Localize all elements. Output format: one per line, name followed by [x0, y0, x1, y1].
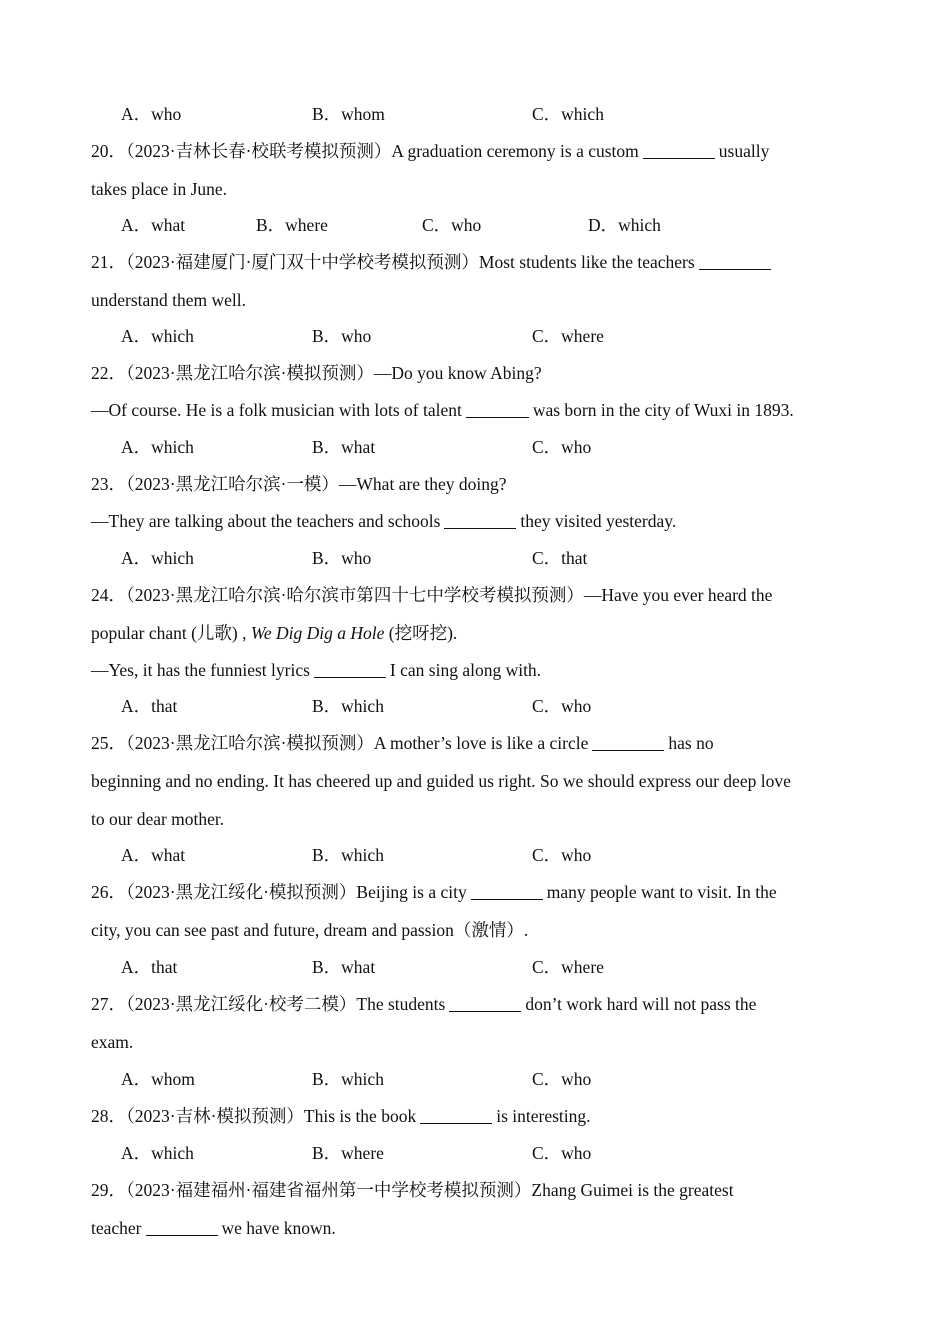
- q27-option-c: C．who: [532, 1069, 592, 1089]
- q28-text: 28．（2023·吉林·模拟预测）This is the book: [91, 1106, 417, 1126]
- q19-option-a: A．who: [121, 104, 182, 124]
- q23-blank: [444, 512, 516, 529]
- q21-option-c: C．where: [532, 326, 604, 346]
- q29-stem: 29．（2023·福建福州·福建省福州第一中学校考模拟预测）Zhang Guimei is the greatest: [91, 1180, 734, 1200]
- q20-stem-line2: takes place in June.: [91, 179, 228, 199]
- q22-blank: [466, 401, 529, 418]
- q24-line3-before: —Yes, it has the funniest lyrics: [91, 660, 310, 680]
- q22-option-b: B．what: [312, 437, 376, 457]
- q28-option-b: B．where: [312, 1143, 384, 1163]
- q23-option-a: A．which: [121, 548, 194, 568]
- q20-option-c: C．who: [422, 215, 482, 235]
- q22-line2-after: was born in the city of Wuxi in 1893.: [532, 400, 794, 420]
- q22-options: [0, 435, 950, 459]
- q20-blank: [643, 142, 715, 159]
- q21-stem-line2: understand them well.: [91, 290, 247, 310]
- q29-line2-after: we have known.: [221, 1218, 336, 1238]
- q25-stem-line2: beginning and no ending. It has cheered up and guided us right. So we should express our deep love: [91, 771, 791, 791]
- q22-line2-before: —Of course. He is a folk musician with lots of talent: [91, 400, 462, 420]
- q27-stem-line2: exam.: [91, 1032, 134, 1052]
- q23-line2-after: they visited yesterday.: [520, 511, 677, 531]
- q22-option-a: A．which: [121, 437, 194, 457]
- q20-option-a: A．what: [121, 215, 186, 235]
- q23-line2-before: —They are talking about the teachers and schools: [91, 511, 441, 531]
- q26-option-b: B．what: [312, 957, 376, 977]
- q25-option-c: C．who: [532, 845, 592, 865]
- q19-option-b: B．whom: [312, 104, 385, 124]
- q23-option-b: B．who: [312, 548, 372, 568]
- q27-option-a: A．whom: [121, 1069, 195, 1089]
- q19-option-c: C．which: [532, 104, 604, 124]
- q19-options: [0, 102, 950, 126]
- q20-stem: [91, 139, 769, 163]
- q27-after: don’t work hard will not pass the: [525, 994, 757, 1014]
- q24-line3-after: I can sing along with.: [389, 660, 542, 680]
- q24-options: [0, 694, 950, 718]
- q21-text: 21．（2023·福建厦门·厦门双十中学校考模拟预测）Most students like the teachers: [91, 252, 695, 272]
- q24-option-c: C．who: [532, 696, 592, 716]
- q28-stem: [91, 1104, 591, 1128]
- q22-stem-line2: [91, 398, 794, 422]
- q29-stem-line2: [91, 1216, 336, 1240]
- q28-option-c: C．who: [532, 1143, 592, 1163]
- q29-line2-before: teacher: [91, 1218, 142, 1238]
- q24-stem: 24．（2023·黑龙江哈尔滨·哈尔滨市第四十七中学校考模拟预测）—Have you ever heard the: [91, 585, 773, 605]
- q26-after: many people want to visit. In the: [546, 882, 777, 902]
- q24-song-title: We Dig Dig a Hole: [250, 623, 385, 643]
- q22-option-c: C．who: [532, 437, 592, 457]
- q20-option-b: B．where: [256, 215, 328, 235]
- q23-options: [0, 546, 950, 570]
- q26-option-c: C．where: [532, 957, 604, 977]
- q27-stem: [91, 992, 756, 1016]
- q24-stem-line2: [91, 621, 457, 645]
- q25-option-a: A．what: [121, 845, 186, 865]
- q25-text: 25．（2023·黑龙江哈尔滨·模拟预测）A mother’s love is like a circle: [91, 733, 589, 753]
- q25-blank: [592, 734, 664, 751]
- q26-text: 26．（2023·黑龙江绥化·模拟预测）Beijing is a city: [91, 882, 467, 902]
- q24-blank: [314, 661, 386, 678]
- q24-line2-before: popular chant (儿歌) ,: [91, 623, 247, 643]
- q24-line2-after: (挖呀挖).: [388, 623, 458, 643]
- q21-option-b: B．who: [312, 326, 372, 346]
- q27-option-b: B．which: [312, 1069, 384, 1089]
- q20-after: usually: [718, 141, 770, 161]
- q26-stem-line2: city, you can see past and future, dream and passion（激情）.: [91, 920, 529, 940]
- q20-options: [0, 213, 950, 237]
- q26-options: [0, 955, 950, 979]
- q24-option-a: A．that: [121, 696, 178, 716]
- q25-options: [0, 843, 950, 867]
- q25-option-b: B．which: [312, 845, 384, 865]
- q23-option-c: C．that: [532, 548, 588, 568]
- q28-options: [0, 1141, 950, 1165]
- q27-options: [0, 1067, 950, 1091]
- q20-option-d: D．which: [588, 215, 661, 235]
- q25-stem-line3: to our dear mother.: [91, 809, 225, 829]
- q25-after: has no: [668, 733, 714, 753]
- q27-blank: [449, 995, 521, 1012]
- q24-stem-line3: [91, 658, 541, 682]
- q21-blank: [699, 253, 771, 270]
- q22-stem: 22．（2023·黑龙江哈尔滨·模拟预测）—Do you know Abing?: [91, 363, 542, 383]
- q29-blank: [146, 1219, 218, 1236]
- q23-stem-line2: [91, 509, 676, 533]
- q21-options: [0, 324, 950, 348]
- q26-blank: [471, 883, 543, 900]
- q28-after: is interesting.: [496, 1106, 591, 1126]
- q21-stem: [91, 250, 775, 274]
- q28-blank: [420, 1107, 492, 1124]
- q20-text: 20．（2023·吉林长春·校联考模拟预测）A graduation ceremony is a custom: [91, 141, 639, 161]
- q27-text: 27．（2023·黑龙江绥化·校考二模）The students: [91, 994, 446, 1014]
- q23-stem: 23．（2023·黑龙江哈尔滨·一模）—What are they doing?: [91, 474, 507, 494]
- q21-option-a: A．which: [121, 326, 194, 346]
- q28-option-a: A．which: [121, 1143, 194, 1163]
- q25-stem: [91, 731, 714, 755]
- q26-stem: [91, 880, 777, 904]
- q24-option-b: B．which: [312, 696, 384, 716]
- q26-option-a: A．that: [121, 957, 178, 977]
